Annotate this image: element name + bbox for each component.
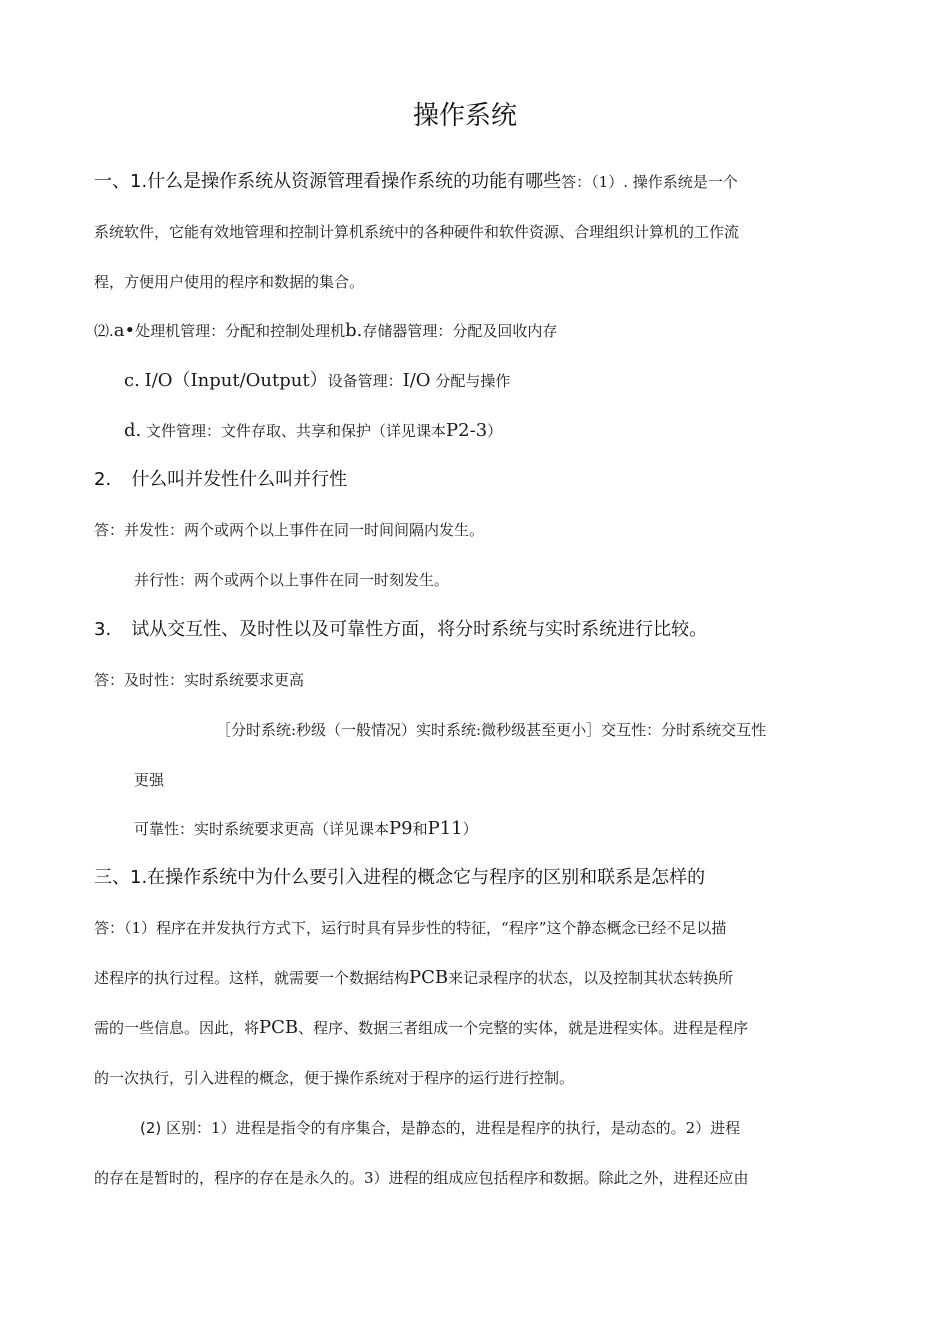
answer-4-p2-line-1 <box>140 1118 740 1138</box>
p1-line-2b: 来记录程序的状态，以及控制其状态转换所 <box>448 969 734 987</box>
question-2-line <box>94 468 347 492</box>
question-1-line <box>94 170 738 194</box>
reliability-and: 和 <box>412 820 428 838</box>
answer-4-p1-line-3 <box>94 1018 748 1038</box>
item-d-label: d. <box>124 420 142 441</box>
reliability-ref-p9: P9 <box>389 818 413 839</box>
item-b-text: 存储器管理：分配及回收内存 <box>362 322 558 340</box>
reliability-text: 可靠性：实时系统要求更高（详见课本 <box>134 820 390 838</box>
item-c-io-2: I/O <box>402 370 431 391</box>
item-b-label: b. <box>345 320 363 341</box>
answer-3-comparison-cont: 更强 <box>134 771 165 789</box>
question-1-text: 一、1.什么是操作系统从资源管理看操作系统的功能有哪些 <box>94 171 562 192</box>
p1-line-2a: 述程序的执行过程。这样，就需要一个数据结构 <box>94 969 410 987</box>
item-a-text: 处理机管理：分配和控制处理机 <box>135 322 346 340</box>
answer-4-p1-line-1: 答：（1）程序在并发执行方式下，运行时具有异步性的特征，“程序”这个静态概念已经不足以描 <box>94 919 727 937</box>
answer-1-start: 答：（1）. 操作系统是一个 <box>561 173 738 191</box>
question-3-text: 试从交互性、及时性以及可靠性方面，将分时系统与实时系统进行比较。 <box>131 619 708 640</box>
item-c-text-1: 设备管理： <box>327 372 403 390</box>
item-d-line <box>124 421 502 441</box>
answer-2-prefix: ⑵. <box>94 322 114 340</box>
item-c-text-2: 分配与操作 <box>435 372 511 390</box>
answer-2-parallelism: 并行性：两个或两个以上事件在同一时刻发生。 <box>134 571 450 589</box>
p1-line-3a: 需的一些信息。因此，将 <box>94 1019 260 1037</box>
item-c-line <box>124 371 510 391</box>
question-4-text: 三、1.在操作系统中为什么要引入进程的概念它与程序的区别和联系是怎样的 <box>94 867 706 888</box>
answer-3-reliability <box>134 819 478 839</box>
answer-4-p1-line-4: 的一次执行，引入进程的概念，便于操作系统对于程序的运行进行控制。 <box>94 1069 575 1087</box>
answer-4-p1-line-2 <box>94 968 733 988</box>
item-c-label: c. <box>124 370 140 391</box>
p2-line-1-text: 区别：1）进程是指令的有序集合，是静态的，进程是程序的执行，是动态的。2）进程 <box>166 1119 741 1137</box>
answer-1-line-3: 程，方便用户使用的程序和数据的集合。 <box>94 273 365 291</box>
answer-3-timeliness: 答：及时性：实时系统要求更高 <box>94 671 305 689</box>
page-title: 操作系统 <box>413 101 518 131</box>
item-d-ref: P2-3 <box>446 420 488 441</box>
question-3-line <box>94 618 707 642</box>
answer-1-line-2: 系统软件，它能有效地管理和控制计算机系统中的各种硬件和软件资源、合理组织计算机的工作流 <box>94 223 740 241</box>
reliability-ref-p11: P11 <box>427 818 463 839</box>
answer-4-p2-line-2: 的存在是暂时的，程序的存在是永久的。3）进程的组成应包括程序和数据。除此之外，进程还应由 <box>94 1169 749 1187</box>
answer-2-line <box>94 321 557 341</box>
question-2-text: 什么叫并发性什么叫并行性 <box>131 469 348 490</box>
question-2-number: 2. <box>94 469 112 490</box>
item-d-text: 文件管理：文件存取、共享和保护（详见课本 <box>146 422 447 440</box>
p1-line-3b: 、程序、数据三者组成一个完整的实体，就是进程实体。进程是程序 <box>298 1019 749 1037</box>
answer-3-comparison: ［分时系统:秒级（一般情况）实时系统:微秒级甚至更小］交互性：分时系统交互性 <box>216 721 767 739</box>
p2-label: (2) <box>140 1119 162 1137</box>
p1-line-3-pcb: PCB <box>259 1017 299 1038</box>
item-a-label: a• <box>113 320 136 341</box>
item-d-close: ） <box>487 422 503 440</box>
item-c-io: I/O（Input/Output） <box>144 370 328 391</box>
answer-2-concurrency: 答：并发性：两个或两个以上事件在同一时间间隔内发生。 <box>94 521 485 539</box>
question-3-number: 3. <box>94 619 112 640</box>
p1-line-2-pcb: PCB <box>409 967 449 988</box>
reliability-close: ） <box>462 820 478 838</box>
